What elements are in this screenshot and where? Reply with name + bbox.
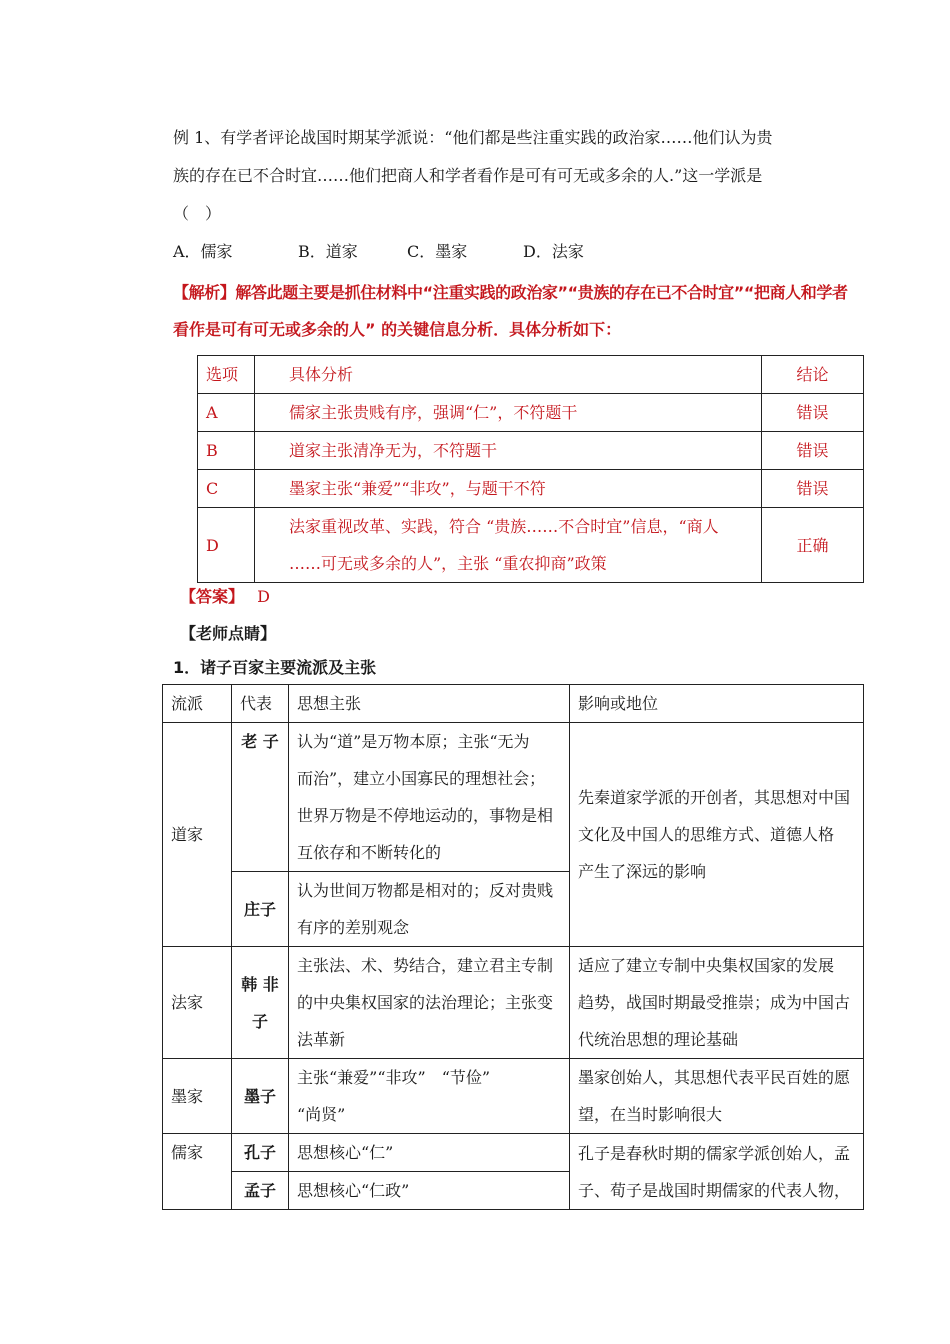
option-b: B．道家 xyxy=(298,242,358,261)
answer-value: D xyxy=(257,587,270,606)
influence-mojia xyxy=(570,1059,864,1134)
idea-line: 世界万物是不停地运动的，事物是相 xyxy=(297,806,554,825)
row-detail xyxy=(255,508,762,583)
idea-mengzi: 思想核心“仁政” xyxy=(289,1172,570,1210)
school-rujia: 儒家 xyxy=(163,1134,232,1210)
influence-line: 产生了深远的影响 xyxy=(578,862,707,881)
influence-line: 文化及中国人的思维方式、道德人格 xyxy=(578,825,835,844)
table-row xyxy=(198,432,864,470)
rep-kongzi: 孔子 xyxy=(232,1134,289,1172)
rep-mozi: 墨子 xyxy=(232,1059,289,1134)
header-rep: 代表 xyxy=(232,685,289,723)
row-option: D xyxy=(198,508,255,583)
influence-daojia xyxy=(570,723,864,947)
row-result: 错误 xyxy=(762,432,864,470)
analysis-line-1: 【解析】解答此题主要是抓住材料中“注重实践的政治家”“贵族的存在已不合时宜”“把商人和学者 xyxy=(173,283,848,302)
row-detail: 墨家主张“兼爱”“非攻”，与题干不符 xyxy=(255,470,762,508)
influence-line: 趋势，战国时期最受推崇；成为中国古 xyxy=(578,993,851,1012)
influence-line: 望，在当时影响很大 xyxy=(578,1105,723,1124)
influence-rujia xyxy=(570,1134,864,1210)
school-daojia: 道家 xyxy=(163,723,232,947)
idea-line: 主张法、术、势结合，建立君主专制 xyxy=(297,956,554,975)
question-line-2: 族的存在已不合时宜……他们把商人和学者看作是可有可无或多余的人.”这一学派是 xyxy=(173,166,763,185)
row-detail: 道家主张清净无为，不符题干 xyxy=(255,432,762,470)
answer-label: 【答案】 xyxy=(180,587,245,606)
school-mojia: 墨家 xyxy=(163,1059,232,1134)
table-row xyxy=(163,947,864,1059)
option-a: A．儒家 xyxy=(173,242,233,261)
idea-line: 的中央集权国家的法治理论；主张变 xyxy=(297,993,554,1012)
row-result: 错误 xyxy=(762,470,864,508)
influence-line: 墨家创始人，其思想代表平民百姓的愿 xyxy=(578,1068,851,1087)
table-row xyxy=(163,685,864,723)
rep-line: 子 xyxy=(251,1011,268,1031)
section-title: 1．诸子百家主要流派及主张 xyxy=(173,658,377,677)
idea-laozi xyxy=(289,723,570,872)
row-detail-line: ……可无或多余的人”，主张 “重农抑商”政策 xyxy=(289,554,607,573)
row-detail: 儒家主张贵贱有序，强调“仁”，不符题干 xyxy=(255,394,762,432)
school-fajia: 法家 xyxy=(163,947,232,1059)
table-row xyxy=(198,470,864,508)
teacher-tips-heading: 【老师点睛】 xyxy=(180,624,277,643)
idea-line: 互依存和不断转化的 xyxy=(297,843,442,862)
idea-zhuangzi xyxy=(289,872,570,947)
idea-line: 而治”，建立小国寡民的理想社会； xyxy=(297,769,546,788)
idea-kongzi: 思想核心“仁” xyxy=(289,1134,570,1172)
schools-table xyxy=(162,684,864,1210)
idea-line: 认为世间万物都是相对的；反对贵贱 xyxy=(297,881,554,900)
idea-line: 法革新 xyxy=(297,1030,346,1049)
row-option: B xyxy=(198,432,255,470)
rep-hanfeizi xyxy=(232,947,289,1059)
analysis-line-2: 看作是可有可无或多余的人” 的关键信息分析．具体分析如下： xyxy=(173,320,622,339)
idea-mojia xyxy=(289,1059,570,1134)
row-option: C xyxy=(198,470,255,508)
option-d: D．法家 xyxy=(523,242,584,261)
rep-line: 韩 非 xyxy=(241,974,279,994)
row-result: 正确 xyxy=(762,508,864,583)
rep-mengzi: 孟子 xyxy=(232,1172,289,1210)
header-idea: 思想主张 xyxy=(289,685,570,723)
option-c: C．墨家 xyxy=(407,242,468,261)
answer xyxy=(180,584,270,607)
row-option: A xyxy=(198,394,255,432)
influence-line: 先秦道家学派的开创者，其思想对中国 xyxy=(578,788,851,807)
question-line-1: 例 1、有学者评论战国时期某学派说：“他们都是些注重实践的政治家……他们认为贵 xyxy=(173,128,773,147)
analysis-table xyxy=(197,355,864,583)
table-row xyxy=(163,1059,864,1134)
header-detail: 具体分析 xyxy=(255,356,762,394)
rep-zhuangzi: 庄子 xyxy=(232,872,289,947)
influence-line: 子、荀子是战国时期儒家的代表人物， xyxy=(578,1180,851,1200)
idea-line: “尚贤” xyxy=(297,1105,346,1124)
row-detail-line: 法家重视改革、实践，符合 “贵族……不合时宜”信息，“商人 xyxy=(289,517,719,536)
idea-line: 认为“道”是万物本原；主张“无为 xyxy=(297,732,530,751)
row-result: 错误 xyxy=(762,394,864,432)
header-option: 选项 xyxy=(198,356,255,394)
influence-line: 代统治思想的理论基础 xyxy=(578,1030,739,1049)
table-row xyxy=(198,508,864,583)
influence-line: 孔子是春秋时期的儒家学派创始人，孟 xyxy=(578,1143,851,1163)
question-blank: （ ） xyxy=(173,204,222,223)
table-row xyxy=(163,1134,864,1172)
table-row xyxy=(198,394,864,432)
table-row xyxy=(163,723,864,872)
influence-line: 适应了建立专制中央集权国家的发展 xyxy=(578,956,835,975)
rep-laozi: 老 子 xyxy=(232,723,289,872)
header-school: 流派 xyxy=(163,685,232,723)
table-row xyxy=(198,356,864,394)
idea-line: 有序的差别观念 xyxy=(297,918,410,937)
header-result: 结论 xyxy=(762,356,864,394)
idea-line: 主张“兼爱”“非攻” “节俭” xyxy=(297,1068,491,1087)
header-influence: 影响或地位 xyxy=(570,685,864,723)
influence-fajia xyxy=(570,947,864,1059)
idea-fajia xyxy=(289,947,570,1059)
